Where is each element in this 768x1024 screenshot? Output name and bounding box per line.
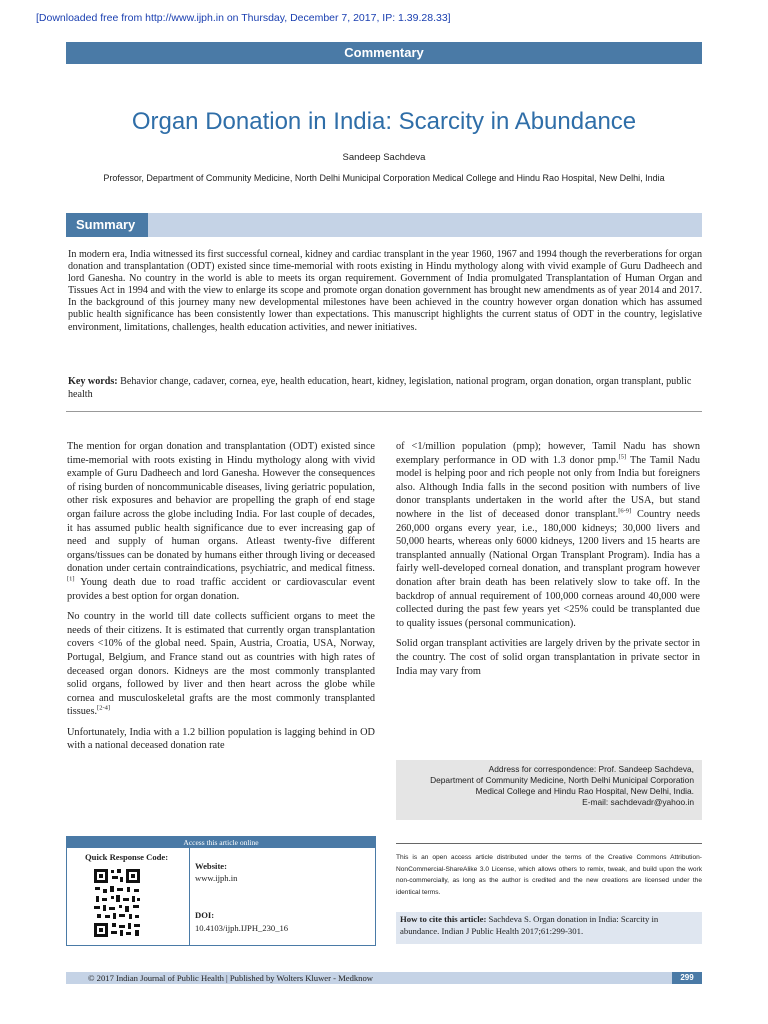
body-paragraph: Unfortunately, India with a 1.2 billion population is lagging behind in OD with a national deceased donation rate [67,726,375,752]
license-divider [396,843,702,844]
qr-label: Quick Response Code: [85,852,169,862]
keywords [68,376,702,401]
qr-code-icon[interactable] [92,867,142,939]
page-number: 299 [672,972,702,984]
section-banner: Commentary [66,42,702,64]
section-divider [66,411,702,412]
license-text: This is an open access article distributed under the terms of the Creative Commons Attribution-NonCommercial-ShareAlike 3.0 License, which allows others to remix, tweak, and build upon the work non-commercially, as long as the author is credited and the new creations are licensed under the identical terms. [396,854,702,896]
website-link[interactable]: www.ijph.in [195,873,238,883]
download-notice: [Downloaded free from http://www.ijph.in on Thursday, December 7, 2017, IP: 1.39.28.33] [36,12,451,24]
access-heading: Access this article online [67,837,375,848]
reference-link[interactable]: [1] [67,575,75,583]
body-column-left [67,440,375,760]
body-paragraph: The mention for organ donation and transplantation (ODT) existed since time-memorial with roots existing in Hindu mythology along with vivid example of Guru Dadheech and lord Ganesha. However the consequences of rising burden of noncommunicable diseases, living geriatric population, other risk exposures and behavior are propelling the graph of end stage organ failure across the globe including India. For last couple of decades, it has assumed public health significance due to ever increasing gap of need and supply of human organs. Atleast twenty-five different organs/tissues can be donated by humans either through living or deceased donation under certain contraindications, psychiatric, and medical fitness.[1] Young death due to road traffic accident or cardiovascular event provides a best option for organ donation. [67,441,375,602]
website-label: Website: [195,861,227,871]
reference-link[interactable]: [6-9] [618,507,632,515]
keywords-label: Key words: [68,376,118,387]
access-online-box [66,836,376,946]
summary-banner [66,213,702,237]
author-affiliation: Professor, Department of Community Medicine, North Delhi Municipal Corporation Medical College and Hindu Rao Hospital, New Delhi, India [103,173,665,183]
summary-heading: Summary [66,213,148,237]
reference-link[interactable]: [5] [618,453,627,461]
correspondence-line: Address for correspondence: Prof. Sandeep Sachdeva, [488,764,694,774]
page-footer [66,972,702,984]
correspondence-email[interactable]: E-mail: sachdevadr@yahoo.in [582,797,694,807]
correspondence-box [396,760,702,820]
summary-text: In modern era, India witnessed its first successful corneal, kidney and cardiac transplant in the year 1960, 1967 and 1994 though the reverberations for organ donation and transplantation (ODT) existed since time-memorial with roots existing in Hindu mythology along with vivid example of Guru Dadheech and lord Ganesha. No country in the world is able to meets its organ requirement. Government of India promulgated Transplantation of Human Organ and Tissues Act in 1994 and with the view to enlarge its scope and promote organ donation government has brought new amendments as of year 2014 and 2017. In the background of this journey many new developmental milestones have been achieved in the country however organ donation which has assumed public health significance has been consistently lower than expectations. This manuscript highlights the current status of ODT in the country, legislative environment, limitations, challenges, health education activities, and newer initiatives. [68,249,702,333]
correspondence-line: Department of Community Medicine, North Delhi Municipal Corporation [430,775,694,785]
body-paragraph: No country in the world till date collects sufficient organs to meet the needs of their citizens. It is estimated that currently organ transplantation covers <10% of the global need. Spain, Austria, Croatia, USA, Norway, Portugal, Belgium, and France stand out as countries with high rates of deceased organ donors. Kidneys are the most commonly transplanted solid organs, followed by liver and then heart across the globe while cornea and musculoskeletal grafts are the most commonly transplanted tissues.[2-4] [67,611,375,718]
reference-link[interactable]: [2-4] [97,704,111,712]
author-name: Sandeep Sachdeva [342,152,426,163]
doi-link[interactable]: 10.4103/ijph.IJPH_230_16 [195,923,289,933]
body-paragraph: Solid organ transplant activities are largely driven by the private sector in the country. The cost of solid organ transplantation in private sector in India may vary from [396,638,700,677]
body-column-right [396,440,700,685]
citation-label: How to cite this article: [400,914,487,924]
citation-text: Sachdeva S. Organ donation in India: Scarcity in abundance. Indian J Public Health 2017;61:299-301. [400,914,659,936]
access-divider [189,848,190,946]
article-title: Organ Donation in India: Scarcity in Abundance [131,108,637,135]
doi-label: DOI: [195,910,215,920]
keywords-text: Behavior change, cadaver, cornea, eye, health education, heart, kidney, legislation, national program, organ donation, organ transplant, public health [68,376,692,400]
footer-text: © 2017 Indian Journal of Public Health | Published by Wolters Kluwer - Medknow [88,973,373,983]
citation-box [396,912,702,944]
correspondence-line: Medical College and Hindu Rao Hospital, New Delhi, India. [475,786,694,796]
body-paragraph: of <1/million population (pmp); however, Tamil Nadu has shown exemplary performance in OD with 1.3 donor pmp.[5] The Tamil Nadu model is helping poor and rich people not only from India but foreigners also. Although India falls in the second position with numbers of live donor transplants undertaken in the world after the USA, but stand nowhere in the list of deceased donor transplant.[6-9] Country needs 260,000 organs every year, i.e., 180,000 kidneys; 30,000 livers and 50,000 hearts, whereas only 6000 kidneys, 1200 livers and 15 hearts are transplanted annually (National Organ Transplant Program). India has a fairly well-developed corneal donation, and transplant program however donation after brain death has been relatively slow to take off. In the backdrop of annual requirement of 100,000 corneas around 40,000 were collected during the past few years yet <25% could be transplanted due to quality issues (personal communication). [396,441,700,629]
